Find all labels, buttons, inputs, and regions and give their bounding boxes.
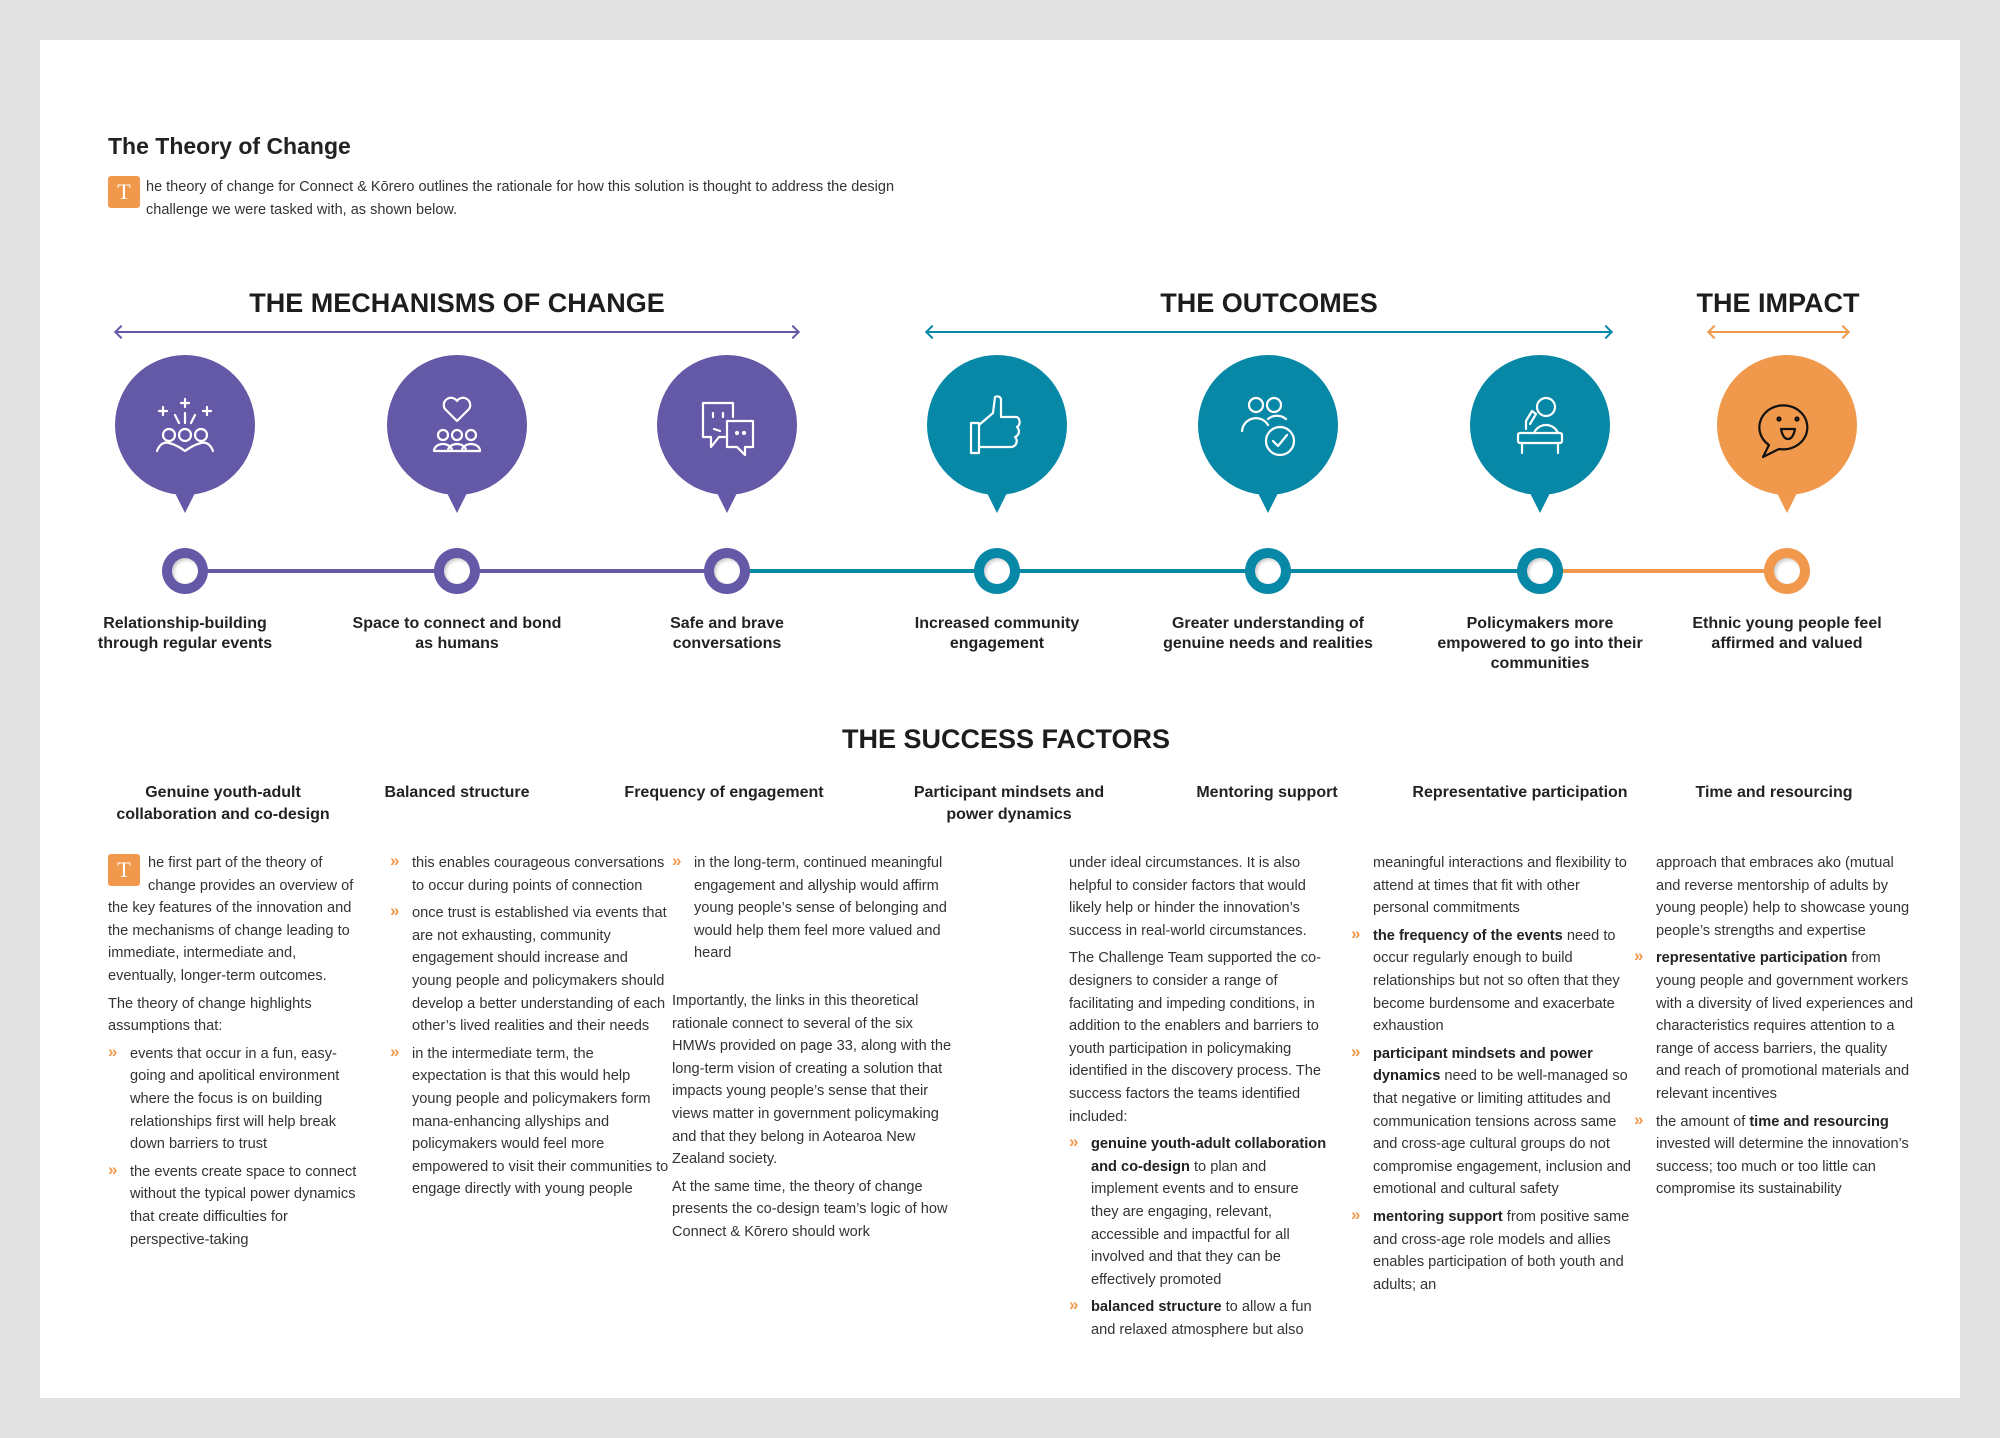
success-factor-heading: Frequency of engagement — [624, 784, 824, 801]
heading-outcomes: THE OUTCOMES — [1160, 288, 1378, 318]
heart-group-icon — [417, 385, 497, 465]
bullet-item — [390, 902, 670, 1038]
chevron-bullet-icon: » — [390, 901, 400, 921]
paragraph — [672, 990, 952, 1171]
success-factor-heading: Balanced structure — [384, 784, 530, 801]
heading-impact: THE IMPACT — [1696, 288, 1860, 318]
bullet-item — [1069, 1296, 1327, 1341]
text-run: Importantly, the links in this theoretical rationale connect to several of the six HMWs provided on page 33, along with the long-term vision of creating a solution that impacts young people’s sense that their views matter in government policymaking and that they belong in Aotearoa New Zealand society. — [672, 992, 952, 1168]
timeline-node — [704, 548, 750, 594]
chevron-bullet-icon: » — [1069, 1132, 1079, 1152]
text-run: in the long-term, continued meaningful engagement and allyship would affirm young people’s sense of belonging and would help them feel more valued and heard — [694, 855, 947, 962]
bullet-continuation — [1634, 852, 1914, 942]
thumbs-up-icon — [957, 385, 1037, 465]
chevron-bullet-icon: » — [1351, 1204, 1361, 1224]
text-run: the events create space to connect without the typical power dynamics that create difficulties for perspective-taking — [130, 1163, 357, 1248]
bold-phrase: representative participation — [1656, 950, 1848, 967]
chevron-bullet-icon: » — [108, 1159, 118, 1179]
text-run: At the same time, the theory of change presents the co-design team’s logic of how Connect & Kōrero should work — [672, 1178, 948, 1240]
chat-bubbles-icon — [687, 385, 767, 465]
stage-label: Space to connect and bond as humans — [352, 615, 562, 652]
text-column — [1069, 852, 1327, 1346]
text-run: he first part of the theory of change provides an overview of the key features of the innovation and the mechanisms of change leading to immediate, intermediate and, eventually, longer-term outcomes. — [108, 855, 354, 984]
text-run: once trust is established via events that are not exhausting, community engagement should increase and young people and policymakers should develop a better understanding of each other’s lived realities and their needs — [412, 905, 667, 1035]
dropcap: T — [108, 854, 140, 886]
success-factor-heading: Genuine youth-adult collaboration and co-design — [116, 784, 330, 823]
bullet-item — [1351, 1043, 1631, 1201]
text-run: events that occur in a fun, easy-going and apolitical environment where the focus is on building relationships first will help break down barriers to trust — [130, 1045, 340, 1153]
paragraph — [1069, 947, 1327, 1128]
bold-phrase: time and resourcing — [1749, 1113, 1889, 1130]
stage-label: Greater understanding of genuine needs and realities — [1163, 615, 1373, 652]
text-run: The theory of change highlights assumptions that: — [108, 995, 312, 1035]
bullet-item — [1069, 1133, 1327, 1291]
text-run: this enables courageous conversations to occur during points of connection — [412, 855, 665, 894]
text-run: in the intermediate term, the expectation is that this would help young people and policymakers form mana-enhancing allyships and policymakers would feel more empowered to visit their communities to engage directly with young people — [412, 1045, 669, 1198]
text-run: from positive same and cross-age role models and allies enables participation of both youth and adults; an — [1373, 1208, 1630, 1293]
stage-label: Relationship-building through regular events — [97, 615, 273, 652]
text-run: need to be well-managed so that negative or limiting attitudes and communication tensions across same and cross-age cultural groups do not compromise engagement, inclusion and emotional and cultural safety — [1373, 1068, 1631, 1198]
heading-success-factors: THE SUCCESS FACTORS — [841, 724, 1171, 754]
chevron-bullet-icon: » — [390, 1041, 400, 1061]
celebration-group-icon — [145, 385, 225, 465]
impact-arrow — [1709, 331, 1848, 333]
text-run: The Challenge Team supported the co-designers to consider a range of facilitating and impeding conditions, in addition to the enablers and barriers to youth participation in policymaking identified in the discovery process. The success factors the teams identified included: — [1069, 950, 1322, 1125]
timeline-node — [162, 548, 208, 594]
timeline-node — [1245, 548, 1291, 594]
paragraph — [108, 993, 366, 1038]
intro-text: he theory of change for Connect & Kōrero outlines the rationale for how this solution is thought to address the design challenge we were tasked with, as shown below. — [146, 179, 895, 218]
timeline-node — [1517, 548, 1563, 594]
stage-bubble — [387, 355, 527, 495]
smiley-speech-icon — [1747, 385, 1827, 465]
bullet-item — [1351, 925, 1631, 1038]
text-column — [1351, 852, 1631, 1301]
bold-phrase: balanced structure — [1091, 1299, 1222, 1316]
timeline-node — [974, 548, 1020, 594]
stage-bubble — [1470, 355, 1610, 495]
text-run: from young people and government workers with a diversity of lived experiences and characteristics requires attention to a range of access barriers, the quality and reach of promotional materials and relevant incentives — [1656, 950, 1914, 1102]
heading-mechanisms: THE MECHANISMS OF CHANGE — [249, 288, 665, 318]
page-title: The Theory of Change — [108, 133, 351, 159]
text-column — [108, 852, 366, 1256]
text-column — [672, 852, 952, 1249]
stage-bubble — [1717, 355, 1857, 495]
speaker-podium-icon — [1500, 385, 1580, 465]
chevron-bullet-icon: » — [390, 851, 400, 870]
paragraph — [672, 1176, 952, 1244]
bullet-item — [672, 852, 952, 965]
bullet-item — [1634, 1111, 1914, 1201]
intro-dropcap: T — [108, 176, 140, 208]
paragraph — [108, 852, 366, 988]
text-run: approach that embraces ako (mutual and reverse mentorship of adults by young people) help to showcase young people’s strengths and expertise — [1656, 855, 1910, 939]
text-run: to plan and implement events and to ensure they are engaging, relevant, accessible and impactful for all involved and that they can be effectively promoted — [1091, 1158, 1299, 1288]
stage-label: Increased community engagement — [914, 615, 1080, 652]
chevron-bullet-icon: » — [108, 1041, 118, 1061]
text-run: to allow a fun and relaxed atmosphere but also — [1091, 1299, 1312, 1338]
bullet-item — [1351, 1206, 1631, 1296]
stage-label: Ethnic young people feel affirmed and valued — [1692, 615, 1882, 652]
text-run: under ideal circumstances. It is also helpful to consider factors that would likely help or hinder the innovation’s success in real-world circumstances. — [1069, 855, 1307, 939]
stage-bubble — [657, 355, 797, 495]
timeline-impact — [1540, 569, 1787, 573]
bold-phrase: participant mindsets and power dynamics — [1373, 1045, 1593, 1085]
timeline-outcomes — [727, 569, 1540, 573]
text-run: meaningful interactions and flexibility to attend at times that fit with other personal commitments — [1373, 855, 1627, 917]
timeline-node — [434, 548, 480, 594]
mechanisms-arrow — [116, 331, 798, 333]
stage-bubble — [115, 355, 255, 495]
stage-label: Safe and brave conversations — [670, 615, 784, 652]
text-run: the amount of — [1656, 1113, 1750, 1130]
text-column — [390, 852, 670, 1206]
bullet-item — [108, 1043, 366, 1156]
chevron-bullet-icon: » — [1351, 923, 1361, 943]
timeline-node — [1764, 548, 1810, 594]
stage-bubble — [927, 355, 1067, 495]
bullet-item — [108, 1161, 366, 1251]
success-factor-heading: Mentoring support — [1196, 784, 1338, 801]
people-check-icon — [1228, 385, 1308, 465]
chevron-bullet-icon: » — [1634, 1109, 1644, 1129]
chevron-bullet-icon: » — [672, 851, 682, 870]
chevron-bullet-icon: » — [1069, 1295, 1079, 1315]
stage-bubble — [1198, 355, 1338, 495]
bold-phrase: the frequency of the events — [1373, 927, 1563, 944]
text-column — [1634, 852, 1914, 1206]
bullet-item — [1634, 947, 1914, 1105]
bold-phrase: mentoring support — [1373, 1208, 1503, 1225]
success-factor-heading: Representative participation — [1412, 784, 1628, 801]
bullet-item — [390, 852, 670, 897]
bullet-item — [390, 1043, 670, 1201]
success-factor-heading: Time and resourcing — [1695, 784, 1853, 801]
chevron-bullet-icon: » — [1634, 946, 1644, 966]
stage-label: Policymakers more empowered to go into their communities — [1437, 615, 1643, 672]
chevron-bullet-icon: » — [1351, 1041, 1361, 1061]
text-run: invested will determine the innovation’s success; too much or too little can compromise its sustainability — [1656, 1136, 1909, 1198]
outcomes-arrow — [927, 331, 1611, 333]
paragraph — [1069, 852, 1327, 942]
success-factor-heading: Participant mindsets and power dynamics — [913, 784, 1105, 823]
text-run: need to occur regularly enough to build relationships but not so often that they become burdensome and exacerbate exhaustion — [1373, 927, 1620, 1035]
bold-phrase: genuine youth-adult collaboration and co-design — [1091, 1136, 1327, 1175]
bullet-continuation — [1351, 852, 1631, 920]
